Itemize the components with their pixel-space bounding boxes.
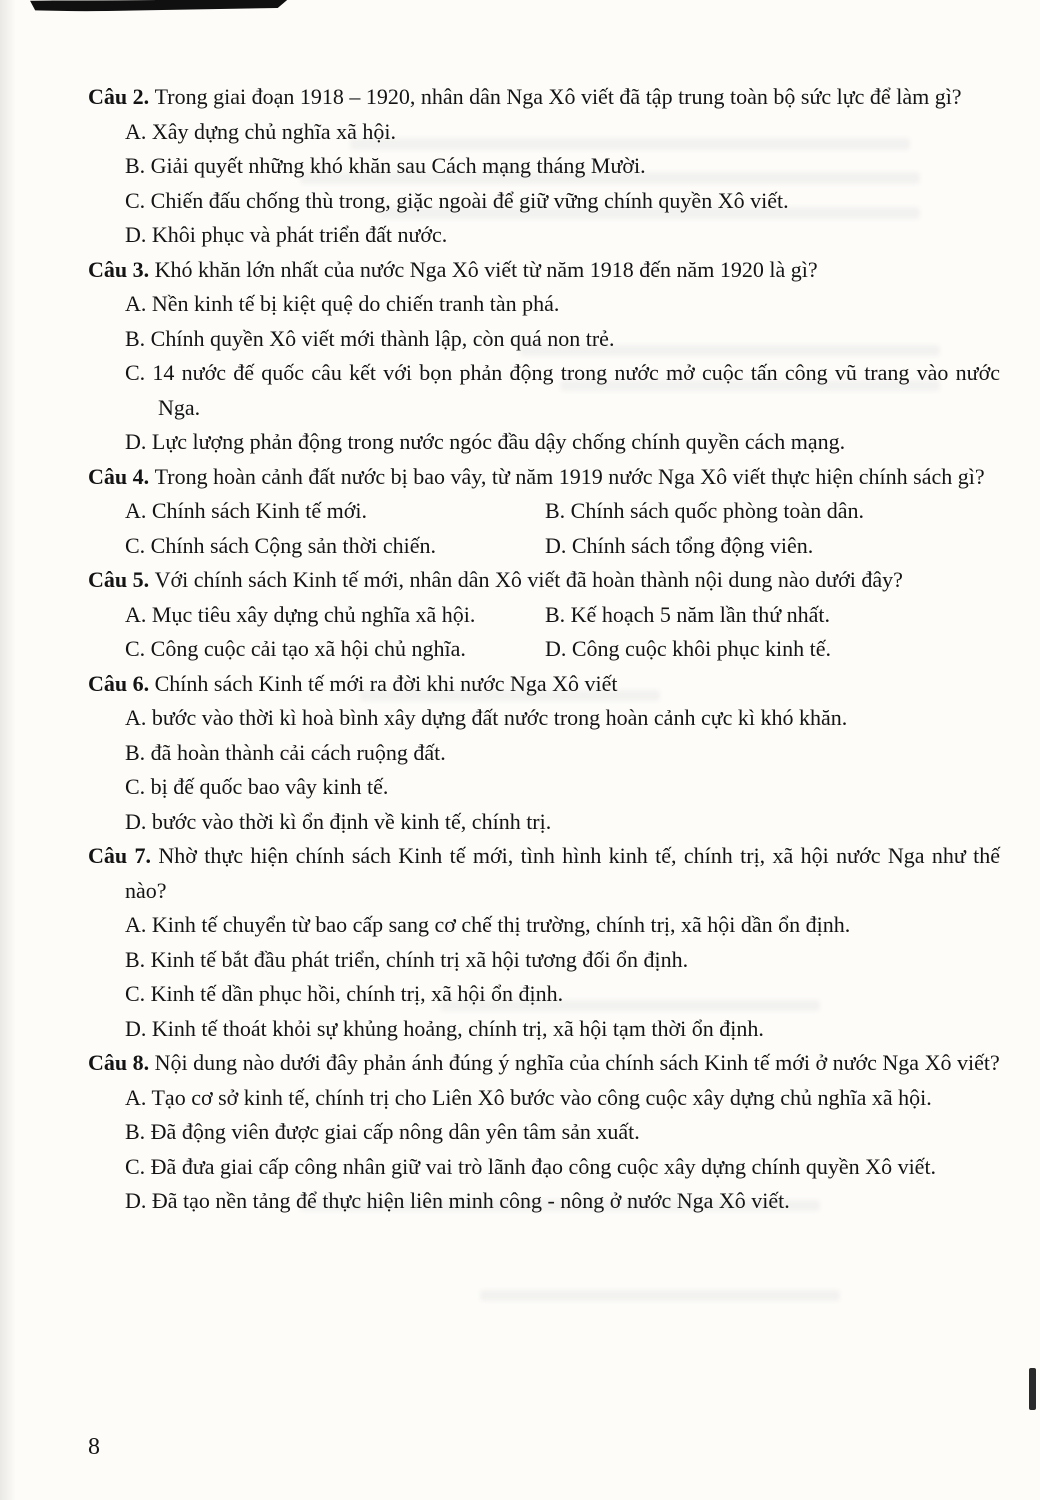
answer-option: B. Đã động viên được giai cấp nông dân yên tâm sản xuất. [125, 1119, 640, 1144]
option-row [88, 632, 1000, 667]
question-text: Câu 7. Nhờ thực hiện chính sách Kinh tế mới, tình hình kinh tế, chính trị, xã hội nước Nga như thế nào? [88, 843, 1000, 903]
answer-option: D. Khôi phục và phát triển đất nước. [125, 222, 448, 247]
answer-option: D. Kinh tế thoát khỏi sự khủng hoảng, chính trị, xã hội tạm thời ổn định. [125, 1015, 764, 1041]
scan-artifact-top-bar [30, 0, 288, 12]
answer-option: C. Chính sách Cộng sản thời chiến. [125, 532, 437, 558]
answer-option: C. Kinh tế dần phục hồi, chính trị, xã hội ổn định. [125, 981, 564, 1006]
question-label: Câu 4. [88, 463, 155, 489]
question-block [88, 839, 1000, 1046]
bleedthrough-artifact [480, 1290, 840, 1301]
answer-option: B. đã hoàn thành cải cách ruộng đất. [125, 739, 446, 765]
scan-artifact-right-mark [1029, 1368, 1036, 1410]
question-block [88, 563, 1000, 667]
question-text: Câu 5. Với chính sách Kinh tế mới, nhân dân Xô viết đã hoàn thành nội dung nào dưới đây? [88, 567, 903, 592]
answer-option: A. Xây dựng chủ nghĩa xã hội. [125, 118, 396, 144]
answer-option: C. Chiến đấu chống thù trong, giặc ngoài để giữ vững chính quyền Xô viết. [125, 187, 789, 213]
question-label: Câu 2. [88, 84, 155, 109]
answer-option: B. Kinh tế bắt đầu phát triển, chính trị xã hội tương đối ổn định. [125, 946, 689, 972]
option-row [88, 598, 1000, 633]
question-text: Câu 8. Nội dung nào dưới đây phản ánh đúng ý nghĩa của chính sách Kinh tế mới ở nước Nga Xô viết? [88, 1050, 1000, 1075]
question-list [88, 80, 1000, 1219]
question-text: Câu 2. Trong giai đoạn 1918 – 1920, nhân dân Nga Xô viết đã tập trung toàn bộ sức lực để làm gì? [88, 84, 962, 109]
answer-option: D. Lực lượng phản động trong nước ngóc đầu dậy chống chính quyền cách mạng. [125, 429, 846, 454]
answer-option: A. Kinh tế chuyển từ bao cấp sang cơ chế thị trường, chính trị, xã hội dần ổn định. [125, 912, 851, 937]
question-block [88, 1046, 1000, 1219]
scan-edge-shadow [0, 0, 16, 1500]
answer-option: C. Đã đưa giai cấp công nhân giữ vai trò lãnh đạo công cuộc xây dựng chính quyền Xô viết. [125, 1153, 937, 1179]
question-block [88, 460, 1000, 564]
option-row [88, 529, 1000, 564]
question-label: Câu 6. [88, 670, 155, 696]
question-block [88, 667, 1000, 840]
question-label: Câu 8. [88, 1050, 155, 1075]
answer-option: B. Giải quyết những khó khăn sau Cách mạng tháng Mười. [125, 153, 646, 178]
question-text: Câu 3. Khó khăn lớn nhất của nước Nga Xô viết từ năm 1918 đến năm 1920 là gì? [88, 256, 818, 282]
page-number: 8 [88, 1434, 100, 1460]
question-block [88, 80, 1000, 253]
answer-option: D. Đã tạo nền tảng để thực hiện liên minh công - nông ở nước Nga Xô viết. [125, 1188, 790, 1213]
question-label: Câu 3. [88, 256, 155, 282]
answer-option: C. Công cuộc cải tạo xã hội chủ nghĩa. [125, 636, 466, 661]
question-label: Câu 5. [88, 567, 155, 592]
answer-option: B. Chính quyền Xô viết mới thành lập, còn quá non trẻ. [125, 325, 615, 351]
answer-option: A. Nền kinh tế bị kiệt quệ do chiến tranh tàn phá. [125, 291, 560, 316]
answer-option: D. bước vào thời kì ổn định về kinh tế, chính trị. [125, 808, 552, 834]
question-text: Câu 6. Chính sách Kinh tế mới ra đời khi nước Nga Xô viết [88, 670, 618, 696]
answer-option: C. bị đế quốc bao vây kinh tế. [125, 774, 389, 799]
answer-option: A. Mục tiêu xây dựng chủ nghĩa xã hội. [125, 601, 476, 627]
answer-option: B. Kế hoạch 5 năm lần thứ nhất. [545, 601, 831, 627]
question-text: Câu 4. Trong hoàn cảnh đất nước bị bao vây, từ năm 1919 nước Nga Xô viết thực hiện chính sách gì? [88, 463, 985, 489]
question-block [88, 253, 1000, 460]
answer-option: B. Chính sách quốc phòng toàn dân. [545, 498, 864, 523]
answer-option: D. Chính sách tổng động viên. [545, 532, 814, 558]
answer-option: A. Tạo cơ sở kinh tế, chính trị cho Liên Xô bước vào công cuộc xây dựng chủ nghĩa xã hội. [125, 1084, 932, 1110]
answer-option: A. Chính sách Kinh tế mới. [125, 498, 367, 523]
question-label: Câu 7. [88, 843, 159, 868]
answer-option: C. 14 nước đế quốc câu kết với bọn phản động trong nước mở cuộc tấn công vũ trang vào nước Nga. [125, 360, 1000, 420]
option-row [88, 494, 1000, 529]
answer-option: A. bước vào thời kì hoà bình xây dựng đất nước trong hoàn cảnh cực kì khó khăn. [125, 705, 848, 730]
answer-option: D. Công cuộc khôi phục kinh tế. [545, 636, 831, 661]
